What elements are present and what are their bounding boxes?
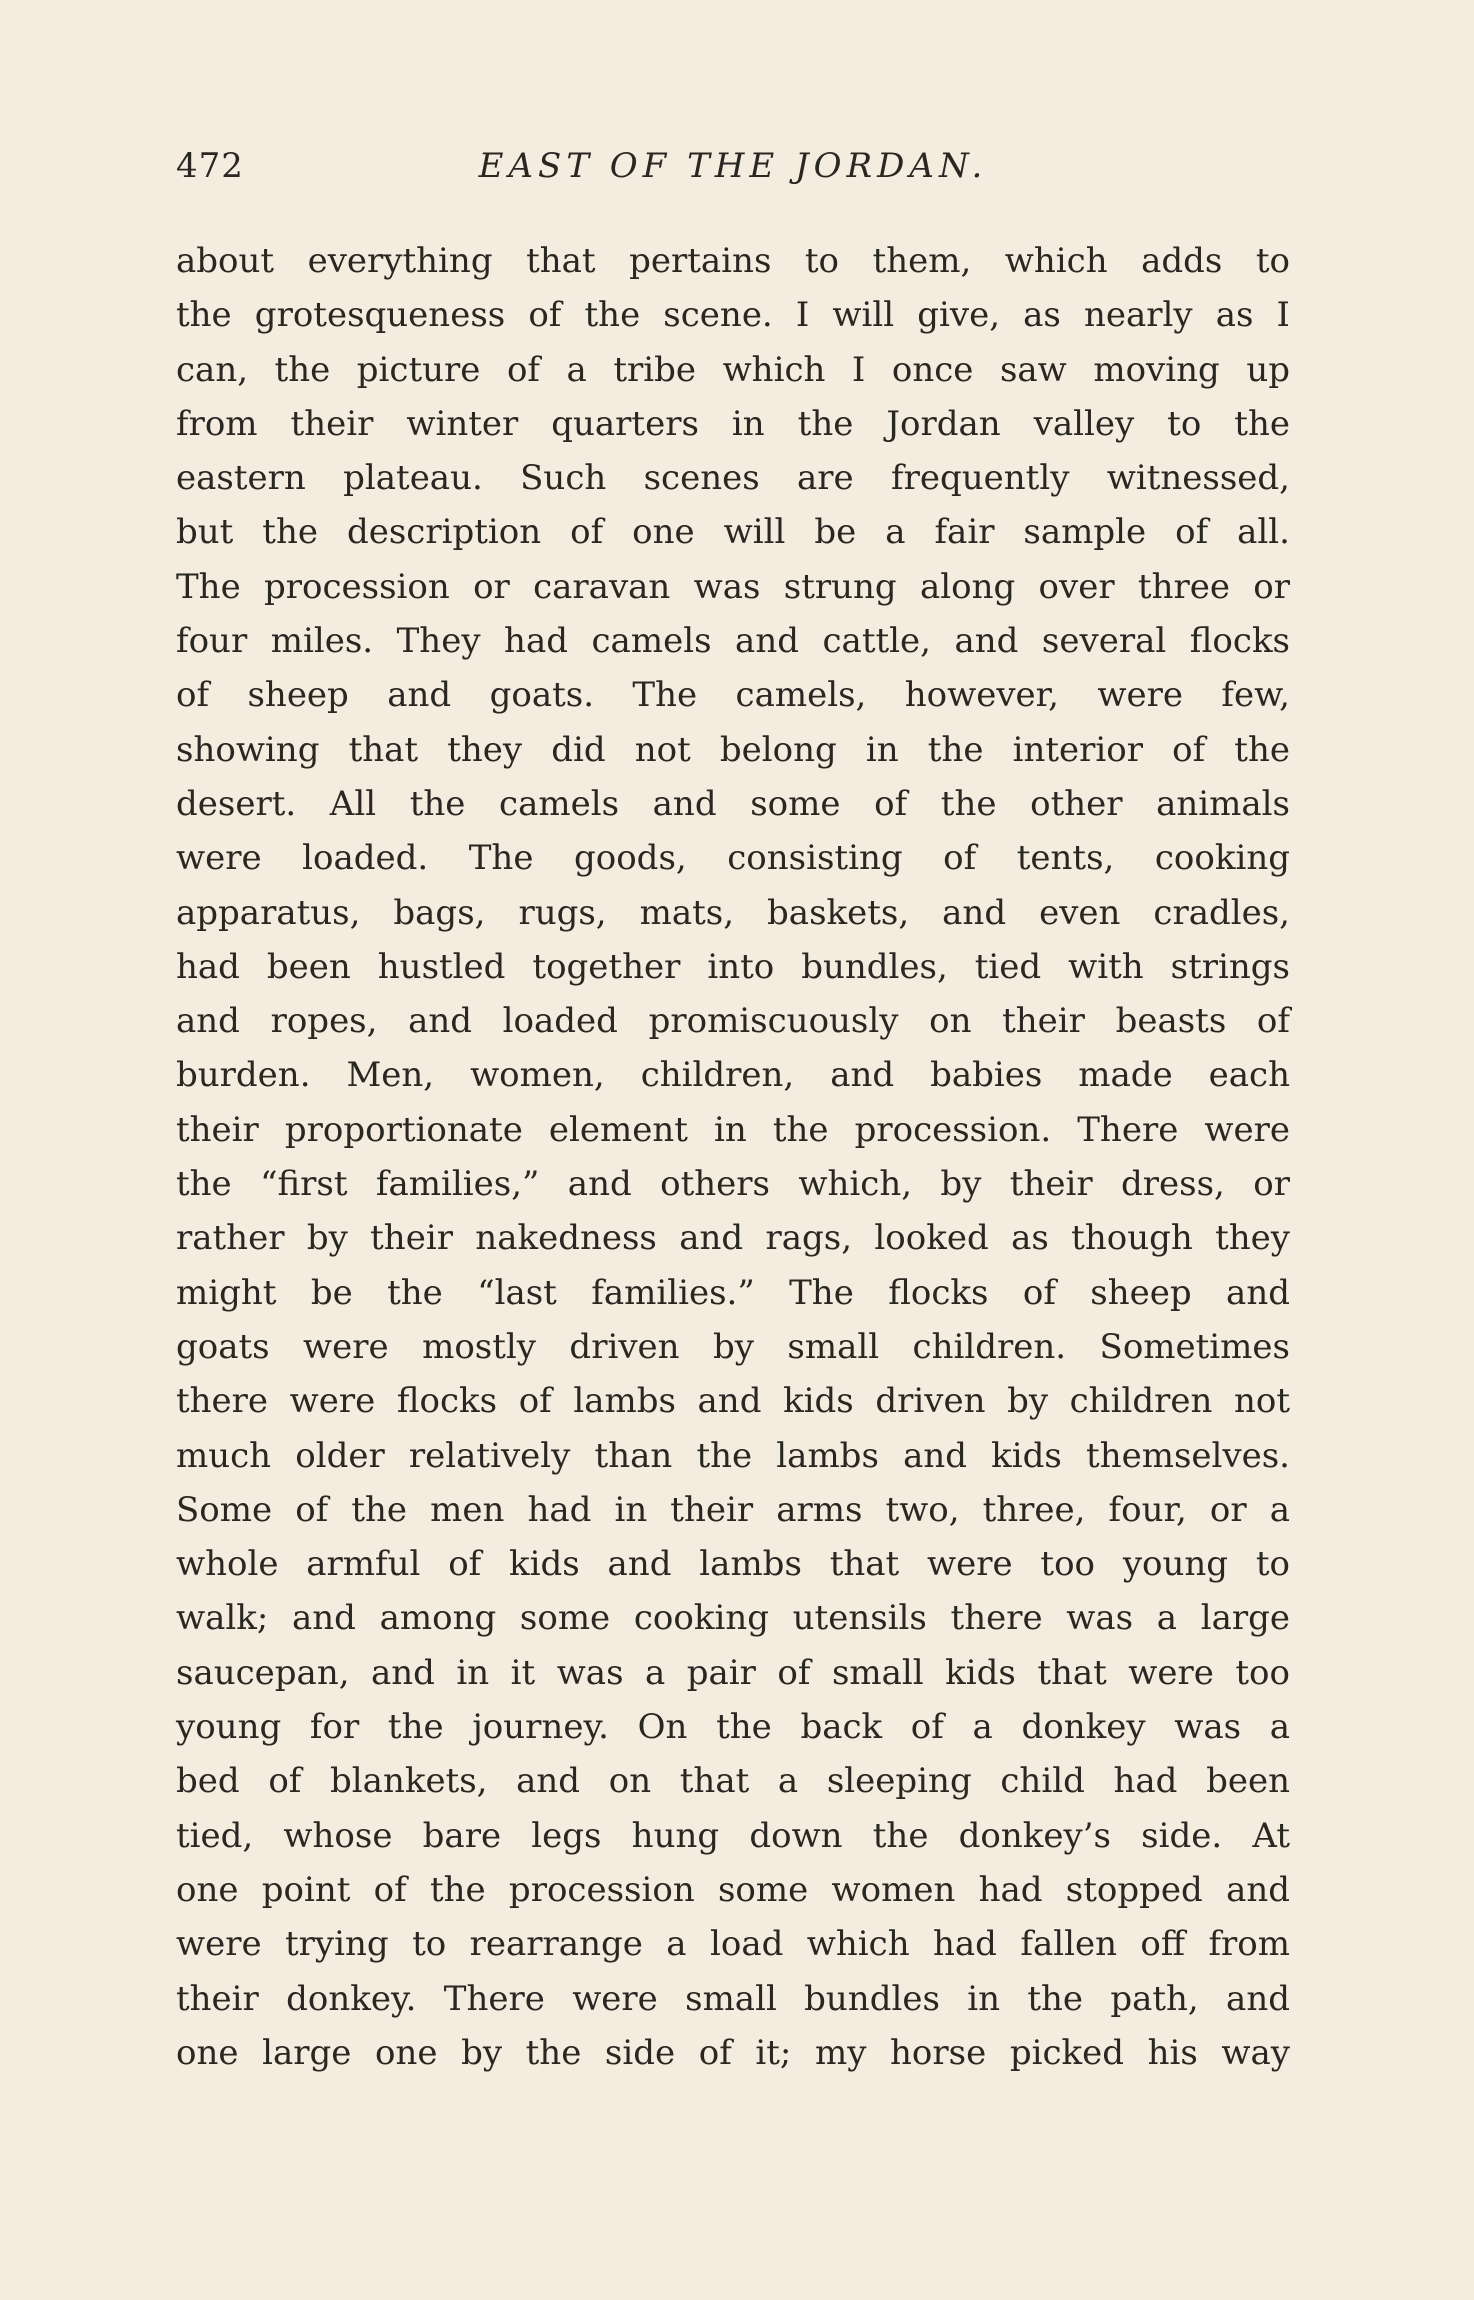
text-line: desert. All the camels and some of the other animals [176,783,1290,824]
running-title: EAST OF THE JORDAN. [478,146,988,186]
text-line: tied, whose bare legs hung down the donkey’s side. At [176,1815,1290,1856]
text-line: whole armful of kids and lambs that were too young to [176,1544,1290,1585]
text-line: can, the picture of a tribe which I once saw moving up [176,349,1290,390]
text-line: about everything that pertains to them, which adds to [176,241,1290,281]
text-line: one point of the procession some women had stopped and [176,1869,1290,1910]
text-line: the “first families,” and others which, by their dress, or [176,1164,1290,1205]
text-line: The procession or caravan was strung along over three or [176,566,1290,607]
text-line: might be the “last families.” The flocks of sheep and [176,1272,1290,1313]
page-number: 472 [176,146,244,186]
text-line: eastern plateau. Such scenes are frequently witnessed, [176,458,1290,499]
text-line: walk; and among some cooking utensils there was a large [176,1598,1290,1639]
text-line: apparatus, bags, rugs, mats, baskets, and even cradles, [176,892,1290,933]
text-line: their donkey. There were small bundles in the path, and [176,1978,1290,2019]
text-line: the grotesqueness of the scene. I will give, as nearly as I [176,295,1290,336]
text-line: their proportionate element in the procession. There were [176,1109,1290,1150]
text-line: were trying to rearrange a load which had fallen off from [176,1924,1290,1965]
text-line: from their winter quarters in the Jordan valley to the [176,403,1290,444]
text-line: goats were mostly driven by small children. Sometimes [176,1326,1290,1367]
text-line: saucepan, and in it was a pair of small kids that were too [176,1652,1290,1693]
text-line: burden. Men, women, children, and babies made each [176,1055,1290,1096]
text-line: were loaded. The goods, consisting of tents, cooking [176,838,1290,879]
text-line: four miles. They had camels and cattle, and several flocks [176,621,1290,662]
text-line: bed of blankets, and on that a sleeping child had been [176,1761,1290,1802]
text-line: but the description of one will be a fair sample of all. [176,512,1290,553]
page-header [176,146,1290,196]
text-line: there were flocks of lambs and kids driven by children not [176,1381,1290,1422]
text-line: one large one by the side of it; my horse picked his way [176,2032,1290,2073]
body-text [176,234,1290,2080]
text-line: Some of the men had in their arms two, three, four, or a [176,1489,1290,1530]
text-line: much older relatively than the lambs and kids themselves. [176,1435,1290,1476]
text-line: showing that they did not belong in the interior of the [176,729,1290,770]
text-line: rather by their nakedness and rags, looked as though they [176,1218,1290,1259]
text-line: of sheep and goats. The camels, however, were few, [176,675,1290,716]
text-line: and ropes, and loaded promiscuously on their beasts of [176,1001,1290,1042]
text-line: young for the journey. On the back of a donkey was a [176,1707,1290,1748]
text-line: had been hustled together into bundles, tied with strings [176,946,1290,987]
